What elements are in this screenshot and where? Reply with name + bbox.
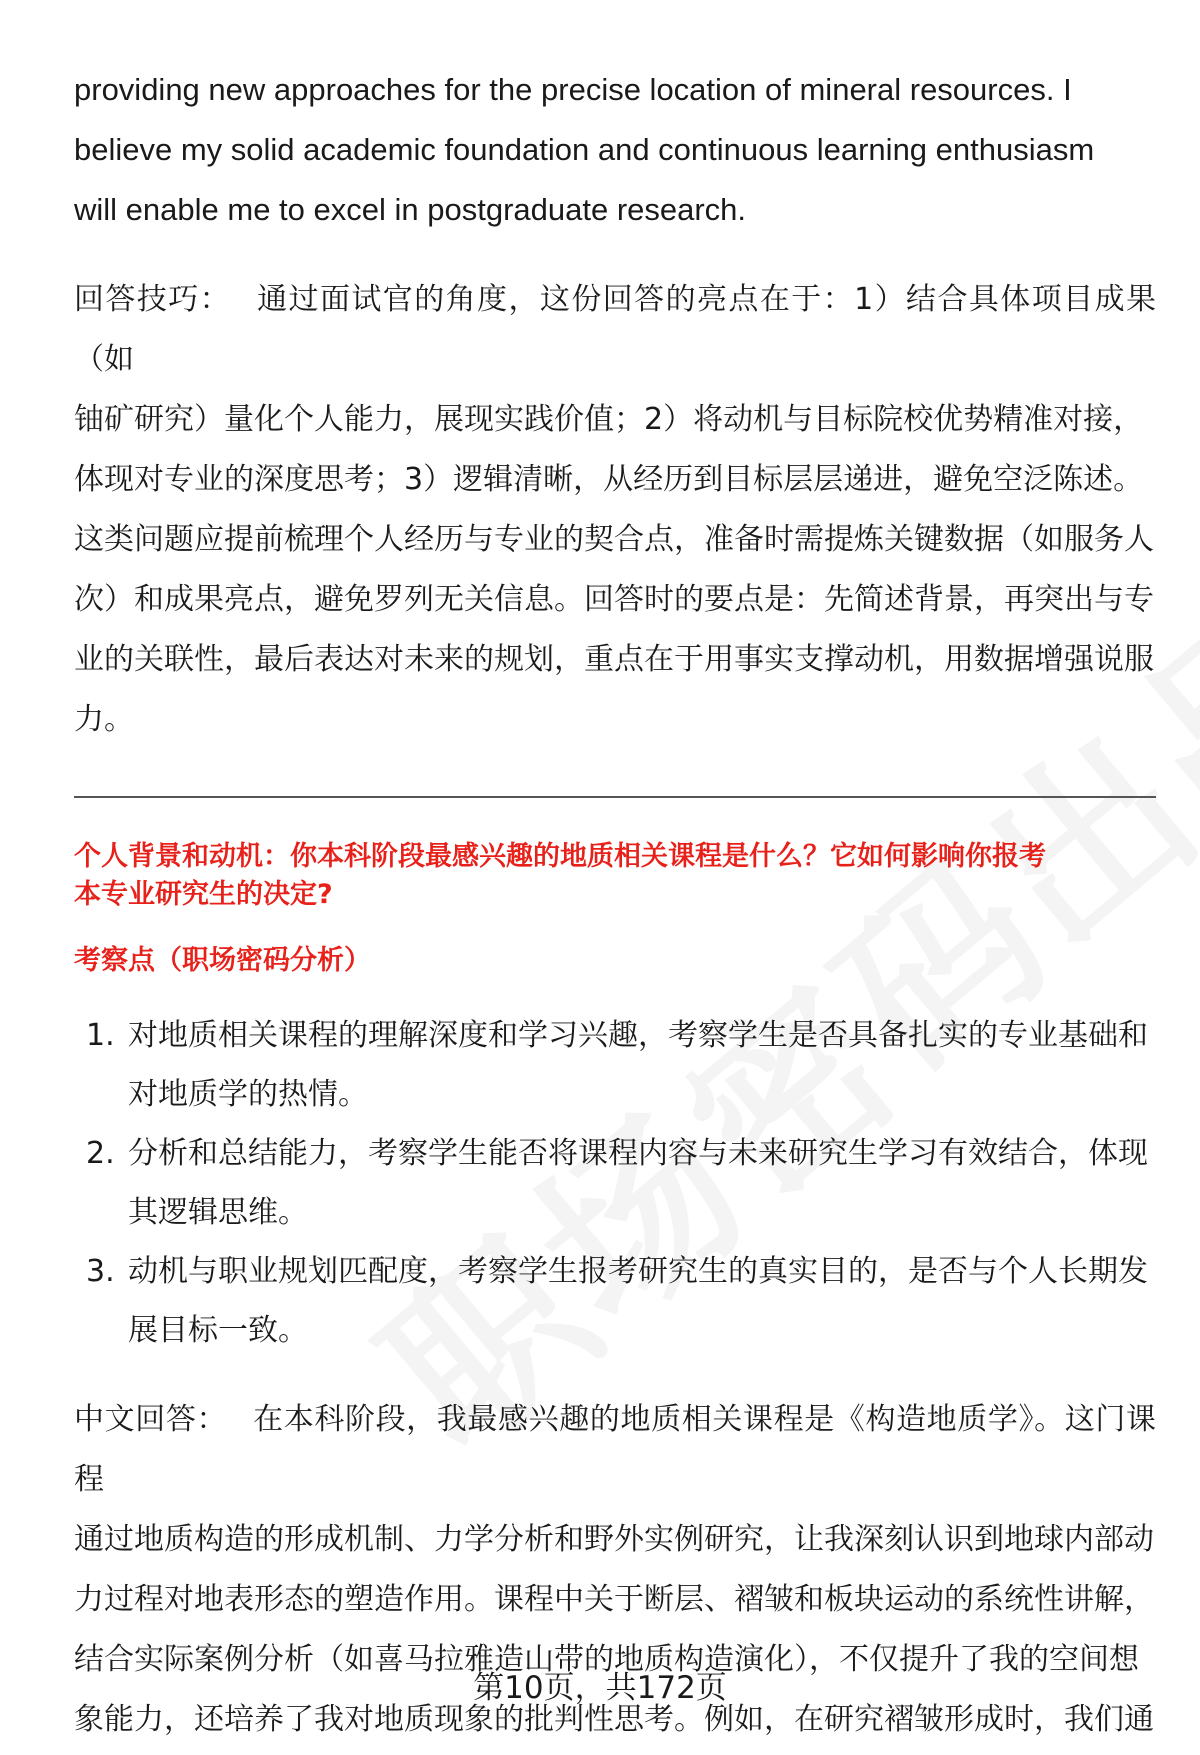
list-item-line: 分析和总结能力，考察学生能否将课程内容与未来研究生学习有效结合，体现 xyxy=(128,1136,1148,1171)
section-divider xyxy=(74,796,1156,798)
list-item xyxy=(74,1242,1156,1360)
list-item-line: 对地质学的热情。 xyxy=(128,1077,368,1112)
answer-label: 中文回答： xyxy=(74,1402,228,1437)
text-line xyxy=(74,270,1156,390)
list-number: 3. xyxy=(86,1254,115,1289)
list-item-line: 动机与职业规划匹配度，考察学生报考研究生的真实目的，是否与个人长期发 xyxy=(128,1254,1148,1289)
assessment-list xyxy=(74,1006,1156,1360)
text-line xyxy=(74,1390,1156,1510)
list-item-line: 其逻辑思维。 xyxy=(128,1195,308,1230)
intro-english-paragraph xyxy=(74,60,1156,240)
list-number: 2. xyxy=(86,1136,115,1171)
assessment-heading: 考察点（职场密码分析） xyxy=(74,945,371,976)
page-number-footer: 第10页，共172页 xyxy=(473,1670,727,1706)
tips-paragraph xyxy=(74,270,1156,750)
list-number: 1. xyxy=(86,1018,115,1053)
text-line: 力过程对地表形态的塑造作用。课程中关于断层、褶皱和板块运动的系统性讲解， xyxy=(74,1582,1154,1617)
text-line: 这类问题应提前梳理个人经历与专业的契合点，准备时需提炼关键数据（如服务人 xyxy=(74,522,1154,557)
document-page xyxy=(74,60,1156,1750)
list-item-line: 对地质相关课程的理解深度和学习兴趣，考察学生是否具备扎实的专业基础和 xyxy=(128,1018,1148,1053)
answer-text: 在本科阶段，我最感兴趣的地质相关课程是《构造地质学》。这门课程 xyxy=(74,1402,1157,1497)
tips-text: 通过面试官的角度，这份回答的亮点在于：1）结合具体项目成果（如 xyxy=(74,282,1156,377)
tips-label: 回答技巧： xyxy=(74,282,232,317)
text-line: believe my solid academic foundation and continuous learning enthusiasm xyxy=(74,132,1095,167)
text-line: will enable me to excel in postgraduate research. xyxy=(74,192,747,227)
text-line: 通过地质构造的形成机制、力学分析和野外实例研究，让我深刻认识到地球内部动 xyxy=(74,1522,1154,1557)
list-item xyxy=(74,1124,1156,1242)
question-heading xyxy=(74,838,1156,914)
text-line: 象能力，还培养了我对地质现象的批判性思考。例如，在研究褶皱形成时，我们通 xyxy=(74,1702,1154,1737)
question-line: 个人背景和动机：你本科阶段最感兴趣的地质相关课程是什么？它如何影响你报考 xyxy=(74,841,1046,872)
text-line: 次）和成果亮点，避免罗列无关信息。回答时的要点是：先简述背景，再突出与专 xyxy=(74,582,1154,617)
text-line: 体现对专业的深度思考；3）逻辑清晰，从经历到目标层层递进，避免空泛陈述。 xyxy=(74,462,1144,497)
text-line: 力。 xyxy=(74,702,134,737)
list-item xyxy=(74,1006,1156,1124)
text-line: 铀矿研究）量化个人能力，展现实践价值；2）将动机与目标院校优势精准对接， xyxy=(74,402,1144,437)
text-line: 业的关联性，最后表达对未来的规划，重点在于用事实支撑动机，用数据增强说服 xyxy=(74,642,1154,677)
text-line: 结合实际案例分析（如喜马拉雅造山带的地质构造演化），不仅提升了我的空间想 xyxy=(74,1642,1139,1677)
list-item-line: 展目标一致。 xyxy=(128,1313,308,1348)
question-line: 本专业研究生的决定? xyxy=(74,879,333,910)
text-line: providing new approaches for the precise location of mineral resources. I xyxy=(74,72,1072,107)
